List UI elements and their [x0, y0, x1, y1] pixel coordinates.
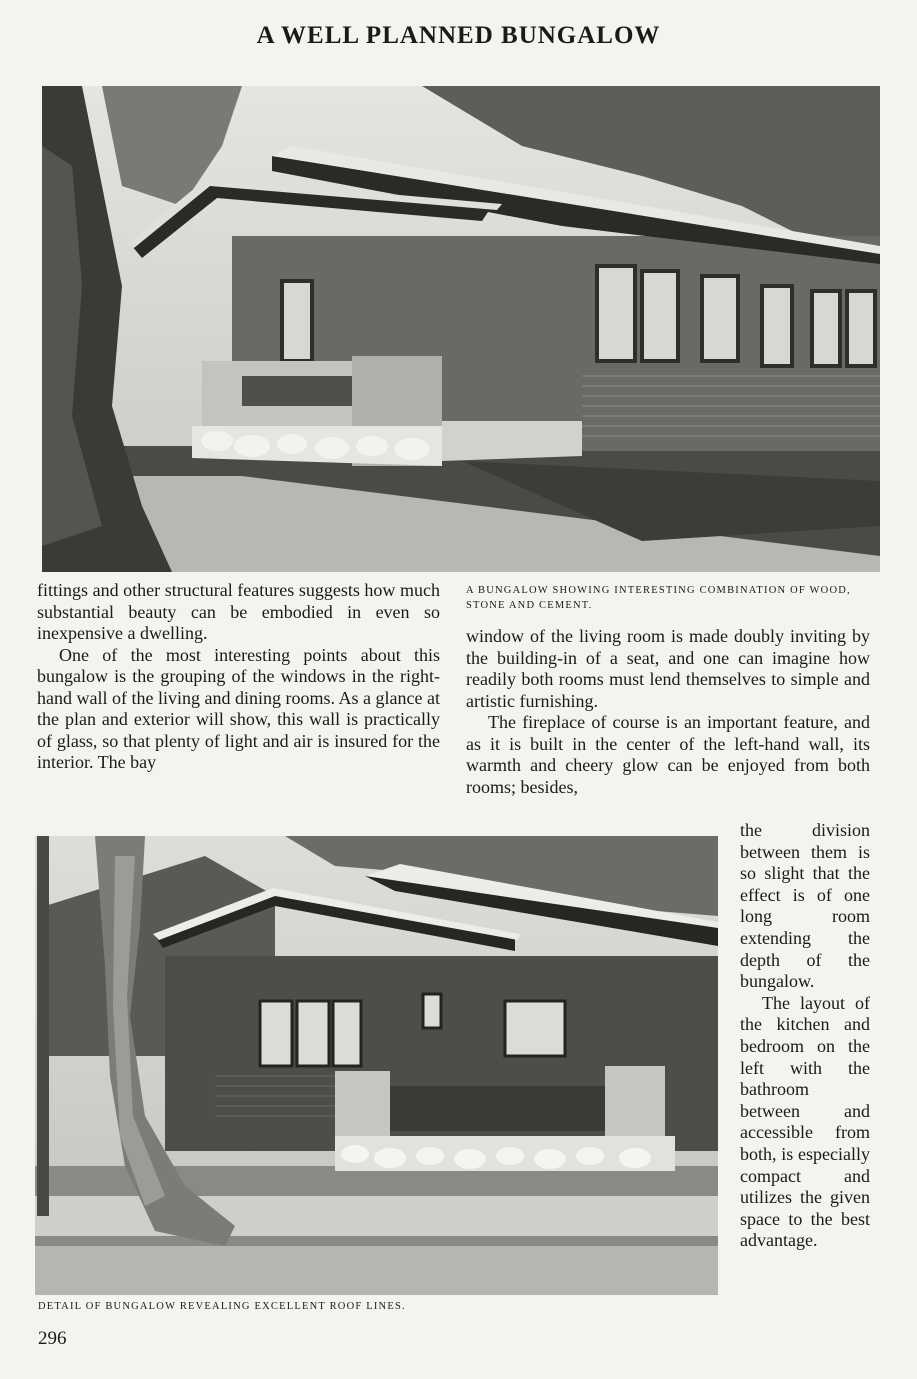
page-number: 296 — [38, 1328, 67, 1349]
page-title: A WELL PLANNED BUNGALOW — [256, 22, 661, 49]
paragraph: One of the most interesting points about this bungalow is the grouping of the windows in the right-hand wall of the living and dining rooms. As a glance at the plan and exterior will show, this wall is practically of glass, so that plenty of light and air is insured for the interior. The bay — [37, 644, 440, 772]
paragraph: the division between them is so slight that the effect is of one long room extending the depth of the bungalow. — [740, 820, 870, 992]
paragraph: window of the living room is made doubly inviting by the building-in of a seat, and one can imagine how readily both rooms must lend themselves to simple and artistic furnishing. — [466, 626, 870, 711]
left-column-text — [37, 580, 440, 774]
bungalow-photo-top — [42, 86, 880, 572]
paragraph: The fireplace of course is an important feature, and as it is built in the center of the left-hand wall, its warmth and cheery glow can be enjoyed from both rooms; besides, — [466, 712, 870, 797]
right-column-text — [466, 626, 870, 798]
narrow-column-text — [740, 820, 870, 1252]
top-photo-caption: A BUNGALOW SHOWING INTERESTING COMBINATION OF WOOD, STONE AND CEMENT. — [466, 585, 851, 611]
bottom-photo-caption: DETAIL OF BUNGALOW REVEALING EXCELLENT ROOF LINES. — [38, 1301, 406, 1312]
bungalow-photo-bottom — [35, 836, 718, 1295]
paragraph: The layout of the kitchen and bedroom on the left with the bathroom between and accessible from both, is especially compact and utilizes the given space to the best advantage. — [740, 992, 870, 1251]
paragraph: fittings and other structural features suggests how much substantial beauty can be embodied in even so inexpensive a dwelling. — [37, 580, 440, 643]
